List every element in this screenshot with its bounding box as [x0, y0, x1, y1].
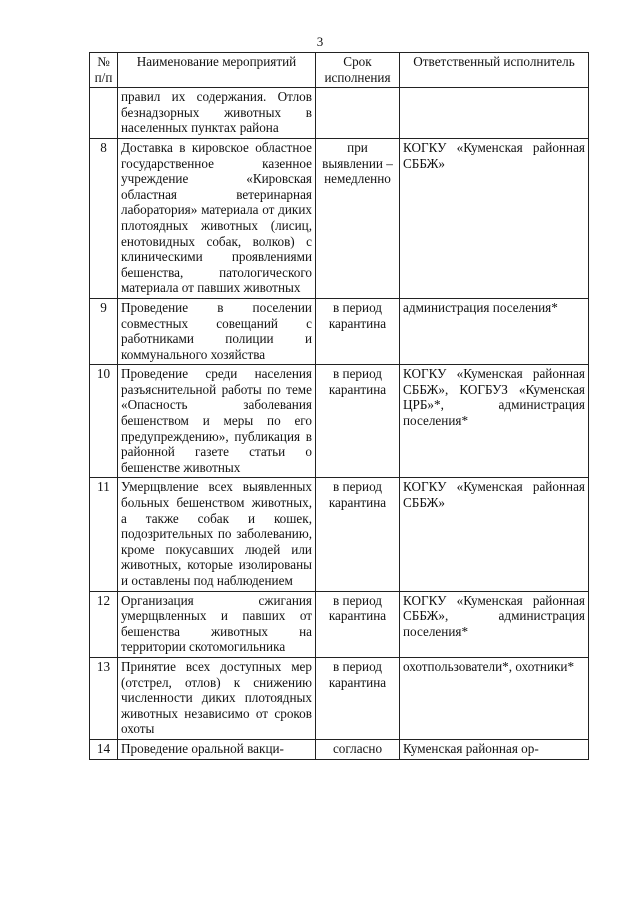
header-term: Срок исполнения — [316, 53, 400, 88]
row-term: в период карантина — [316, 365, 400, 478]
table-header-row — [90, 53, 589, 88]
row-name: Умерщвление всех выявленных больных бешенством животных, а также собак и кошек, подозрительных по заболеванию, кроме покусавших людей или животных, которые изолированы и оставлены под наблюдением — [118, 478, 316, 591]
row-term: при выявлении – немедленно — [316, 138, 400, 298]
page-number: 3 — [316, 34, 324, 49]
row-name: Организация сжигания умерщвленных и павших от бешенства животных на территории скотомогильника — [118, 591, 316, 657]
row-num: 8 — [90, 138, 118, 298]
table-row — [90, 365, 589, 478]
row-responsible: КОГКУ «Куменская районная СББЖ», администрация поселения* — [400, 591, 589, 657]
row-term — [316, 88, 400, 139]
header-num: № п/п — [90, 53, 118, 88]
row-term: в период карантина — [316, 657, 400, 739]
header-name: Наименование мероприятий — [118, 53, 316, 88]
row-num: 13 — [90, 657, 118, 739]
row-num: 11 — [90, 478, 118, 591]
table-row — [90, 298, 589, 364]
row-responsible: Куменская районная ор- — [400, 739, 589, 759]
table-row — [90, 739, 589, 759]
row-responsible: охотпользователи*, охотники* — [400, 657, 589, 739]
row-name: правил их содержания. Отлов безнадзорных животных в населенных пунктах района — [118, 88, 316, 139]
row-term: в период карантина — [316, 591, 400, 657]
row-responsible — [400, 88, 589, 139]
table-row — [90, 88, 589, 139]
header-responsible: Ответственный исполнитель — [400, 53, 589, 88]
row-term: в период карантина — [316, 478, 400, 591]
table-row — [90, 478, 589, 591]
row-num: 14 — [90, 739, 118, 759]
row-term: согласно — [316, 739, 400, 759]
row-term: в период карантина — [316, 298, 400, 364]
row-name: Проведение оральной вакци- — [118, 739, 316, 759]
table-row — [90, 138, 589, 298]
measures-table — [89, 52, 589, 760]
table-row — [90, 657, 589, 739]
row-num: 9 — [90, 298, 118, 364]
row-responsible: КОГКУ «Куменская районная СББЖ» — [400, 138, 589, 298]
row-responsible: КОГКУ «Куменская районная СББЖ» — [400, 478, 589, 591]
row-responsible: КОГКУ «Куменская районная СББЖ», КОГБУЗ «Куменская ЦРБ»*, администрация поселения* — [400, 365, 589, 478]
row-num — [90, 88, 118, 139]
row-name: Доставка в кировское областное государственное казенное учреждение «Кировская областная ветеринарная лаборатория» материала от диких плотоядных животных (лисиц, енотовидных собак, волков) с клиническими проявлениями бешенства, патологического материала от павших животных — [118, 138, 316, 298]
table-row — [90, 591, 589, 657]
row-name: Проведение среди населения разъяснительной работы по теме «Опасность заболевания бешенством и меры по его предупреждению», публикация в районной газете статьи о бешенстве животных — [118, 365, 316, 478]
row-name: Проведение в поселении совместных совещаний с работниками полиции и коммунального хозяйства — [118, 298, 316, 364]
row-num: 12 — [90, 591, 118, 657]
row-responsible: администрация поселения* — [400, 298, 589, 364]
row-name: Принятие всех доступных мер (отстрел, отлов) к снижению численности диких плотоядных животных независимо от сроков охоты — [118, 657, 316, 739]
row-num: 10 — [90, 365, 118, 478]
